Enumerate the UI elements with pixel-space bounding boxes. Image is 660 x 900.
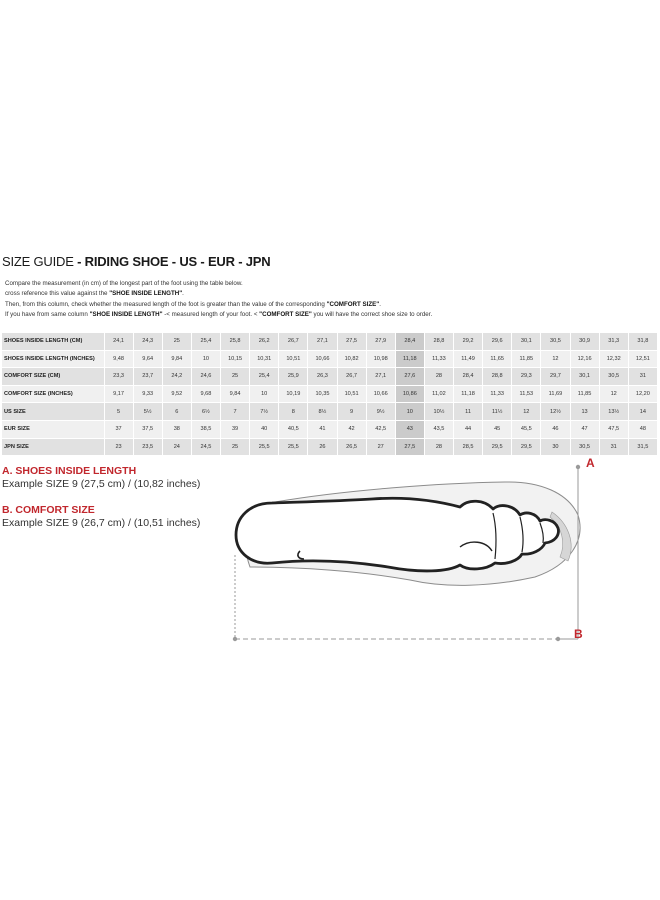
- table-cell: 9½: [366, 403, 395, 421]
- table-cell: 6: [162, 403, 191, 421]
- table-cell: 14: [628, 403, 657, 421]
- marker-b-label: B: [574, 627, 583, 641]
- table-row: [2, 438, 658, 456]
- intro-line-1: Compare the measurement (in cm) of the longest part of the foot using the table below.: [5, 280, 243, 287]
- table-cell: 9,68: [191, 385, 220, 403]
- table-cell: 24,2: [162, 368, 191, 386]
- table-cell: 10,51: [337, 385, 366, 403]
- table-cell: 26,7: [279, 333, 308, 350]
- table-cell: 24,5: [191, 438, 220, 456]
- table-row: [2, 385, 658, 403]
- size-table: [2, 333, 658, 456]
- legend-b-title: B. COMFORT SIZE: [2, 504, 95, 516]
- title-main: - RIDING SHOE - US - EUR - JPN: [73, 254, 271, 269]
- table-cell: 39: [221, 420, 250, 438]
- table-cell: 8½: [308, 403, 337, 421]
- table-cell: 10½: [424, 403, 453, 421]
- table-cell: 23: [104, 438, 133, 456]
- marker-a-label: A: [586, 456, 595, 470]
- table-cell: 9,48: [104, 350, 133, 368]
- table-cell: 10: [191, 350, 220, 368]
- table-cell: 11,18: [454, 385, 483, 403]
- table-cell: 10,98: [366, 350, 395, 368]
- table-cell: 27,9: [366, 333, 395, 350]
- table-cell: 9,84: [221, 385, 250, 403]
- table-cell: 9,33: [133, 385, 162, 403]
- foot-outline: [236, 498, 558, 571]
- intro-line-4: If you have from same column "SHOE INSIDE LENGTH" -< measured length of your foot. < "COMFORT SIZE" you will have the correct shoe size to order.: [5, 311, 433, 319]
- table-cell: 11½: [483, 403, 512, 421]
- row-label: COMFORT SIZE (INCHES): [2, 385, 104, 403]
- table-cell: 27,5: [395, 438, 424, 456]
- table-cell: 10,86: [395, 385, 424, 403]
- table-cell: 28,4: [395, 333, 424, 350]
- table-cell: 10,66: [308, 350, 337, 368]
- table-cell: 25,5: [279, 438, 308, 456]
- table-cell: 10,82: [337, 350, 366, 368]
- table-cell: 43,5: [424, 420, 453, 438]
- table-cell: 25: [162, 333, 191, 350]
- table-row: [2, 333, 658, 350]
- table-cell: 45,5: [512, 420, 541, 438]
- table-cell: 42: [337, 420, 366, 438]
- table-cell: 25,4: [250, 368, 279, 386]
- table-cell: 40,5: [279, 420, 308, 438]
- table-cell: 24,6: [191, 368, 220, 386]
- table-cell: 28,8: [424, 333, 453, 350]
- table-cell: 29,7: [541, 368, 570, 386]
- table-cell: 28,5: [454, 438, 483, 456]
- table-cell: 47,5: [599, 420, 628, 438]
- table-cell: 25,8: [221, 333, 250, 350]
- row-label: COMFORT SIZE (CM): [2, 368, 104, 386]
- table-cell: 7: [221, 403, 250, 421]
- legend-a-example: Example SIZE 9 (27,5 cm) / (10,82 inches): [2, 478, 201, 490]
- table-cell: 25,9: [279, 368, 308, 386]
- table-cell: 23,7: [133, 368, 162, 386]
- table-cell: 29,5: [512, 438, 541, 456]
- table-cell: 12: [599, 385, 628, 403]
- table-cell: 37: [104, 420, 133, 438]
- table-cell: 10,35: [308, 385, 337, 403]
- table-cell: 11,69: [541, 385, 570, 403]
- table-cell: 7½: [250, 403, 279, 421]
- foot-outline-icon: [236, 482, 580, 585]
- table-cell: 5½: [133, 403, 162, 421]
- table-cell: 41: [308, 420, 337, 438]
- table-cell: 25,4: [191, 333, 220, 350]
- baseline-left-dot: [233, 637, 237, 641]
- row-label: SHOES INSIDE LENGTH (CM): [2, 333, 104, 350]
- foot-diagram: [0, 455, 660, 665]
- marker-b-dot: [556, 637, 560, 641]
- table-cell: 28,8: [483, 368, 512, 386]
- table-cell: 25: [221, 438, 250, 456]
- table-cell: 43: [395, 420, 424, 438]
- table-cell: 8: [279, 403, 308, 421]
- table-row: [2, 368, 658, 386]
- table-cell: 10: [250, 385, 279, 403]
- table-cell: 26,5: [337, 438, 366, 456]
- table-cell: 10,66: [366, 385, 395, 403]
- table-cell: 11,85: [512, 350, 541, 368]
- table-cell: 12½: [541, 403, 570, 421]
- table-cell: 30,5: [541, 333, 570, 350]
- table-cell: 9: [337, 403, 366, 421]
- table-cell: 42,5: [366, 420, 395, 438]
- table-cell: 12,32: [599, 350, 628, 368]
- table-cell: 25,5: [250, 438, 279, 456]
- table-cell: 11,49: [454, 350, 483, 368]
- table-cell: 10: [395, 403, 424, 421]
- table-cell: 31,5: [628, 438, 657, 456]
- table-cell: 29,3: [512, 368, 541, 386]
- table-cell: 11,53: [512, 385, 541, 403]
- row-label: EUR SIZE: [2, 420, 104, 438]
- table-cell: 23,5: [133, 438, 162, 456]
- marker-a-dot: [576, 465, 580, 469]
- table-cell: 5: [104, 403, 133, 421]
- table-cell: 45: [483, 420, 512, 438]
- table-cell: 27: [366, 438, 395, 456]
- table-cell: 12,51: [628, 350, 657, 368]
- table-cell: 40: [250, 420, 279, 438]
- table-cell: 37,5: [133, 420, 162, 438]
- row-label: JPN SIZE: [2, 438, 104, 456]
- table-cell: 12: [512, 403, 541, 421]
- table-cell: 30: [541, 438, 570, 456]
- table-cell: 47: [570, 420, 599, 438]
- table-cell: 11,85: [570, 385, 599, 403]
- table-cell: 26,2: [250, 333, 279, 350]
- table-row: [2, 350, 658, 368]
- table-cell: 13½: [599, 403, 628, 421]
- table-cell: 26,3: [308, 368, 337, 386]
- row-label: SHOES INSIDE LENGTH (INCHES): [2, 350, 104, 368]
- table-cell: 38: [162, 420, 191, 438]
- table-cell: 27,5: [337, 333, 366, 350]
- table-cell: 46: [541, 420, 570, 438]
- table-cell: 38,5: [191, 420, 220, 438]
- row-label: US SIZE: [2, 403, 104, 421]
- table-cell: 31: [599, 438, 628, 456]
- intro-line-2: cross reference this value against the "SHOE INSIDE LENGTH".: [5, 290, 184, 298]
- page-title: [2, 254, 270, 269]
- table-cell: 30,5: [599, 368, 628, 386]
- table-cell: 27,1: [366, 368, 395, 386]
- table-cell: 9,52: [162, 385, 191, 403]
- table-cell: 24,1: [104, 333, 133, 350]
- table-cell: 29,2: [454, 333, 483, 350]
- table-cell: 10,15: [221, 350, 250, 368]
- table-cell: 48: [628, 420, 657, 438]
- intro-line-3: Then, from this column, check whether the measured length of the foot is greater than the value of the corresponding "COMFORT SIZE".: [5, 300, 381, 308]
- table-cell: 29,5: [483, 438, 512, 456]
- table-cell: 30,5: [570, 438, 599, 456]
- table-cell: 30,9: [570, 333, 599, 350]
- table-cell: 9,64: [133, 350, 162, 368]
- table-cell: 26: [308, 438, 337, 456]
- legend-b-example: Example SIZE 9 (26,7 cm) / (10,51 inches): [2, 517, 201, 529]
- table-cell: 11: [454, 403, 483, 421]
- table-cell: 29,6: [483, 333, 512, 350]
- title-prefix: SIZE GUIDE: [2, 254, 74, 269]
- table-cell: 27,6: [395, 368, 424, 386]
- table-cell: 24,3: [133, 333, 162, 350]
- table-cell: 31,8: [628, 333, 657, 350]
- table-cell: 25: [221, 368, 250, 386]
- table-cell: 26,7: [337, 368, 366, 386]
- table-row: [2, 403, 658, 421]
- table-cell: 11,65: [483, 350, 512, 368]
- table-cell: 28: [424, 368, 453, 386]
- table-cell: 31: [628, 368, 657, 386]
- table-cell: 11,33: [424, 350, 453, 368]
- table-cell: 27,1: [308, 333, 337, 350]
- table-cell: 12,20: [628, 385, 657, 403]
- table-cell: 30,1: [570, 368, 599, 386]
- table-cell: 10,51: [279, 350, 308, 368]
- table-cell: 13: [570, 403, 599, 421]
- table-cell: 28: [424, 438, 453, 456]
- table-cell: 9,84: [162, 350, 191, 368]
- table-cell: 24: [162, 438, 191, 456]
- table-cell: 12: [541, 350, 570, 368]
- table-cell: 11,02: [424, 385, 453, 403]
- table-cell: 10,31: [250, 350, 279, 368]
- table-cell: 11,33: [483, 385, 512, 403]
- table-cell: 30,1: [512, 333, 541, 350]
- intro-text: [5, 279, 655, 321]
- table-row: [2, 420, 658, 438]
- table-cell: 12,16: [570, 350, 599, 368]
- table-cell: 6½: [191, 403, 220, 421]
- table-cell: 23,3: [104, 368, 133, 386]
- table-cell: 10,19: [279, 385, 308, 403]
- legend-a-title: A. SHOES INSIDE LENGTH: [2, 465, 137, 477]
- table-cell: 44: [454, 420, 483, 438]
- table-cell: 31,3: [599, 333, 628, 350]
- table-cell: 11,18: [395, 350, 424, 368]
- table-cell: 9,17: [104, 385, 133, 403]
- table-cell: 28,4: [454, 368, 483, 386]
